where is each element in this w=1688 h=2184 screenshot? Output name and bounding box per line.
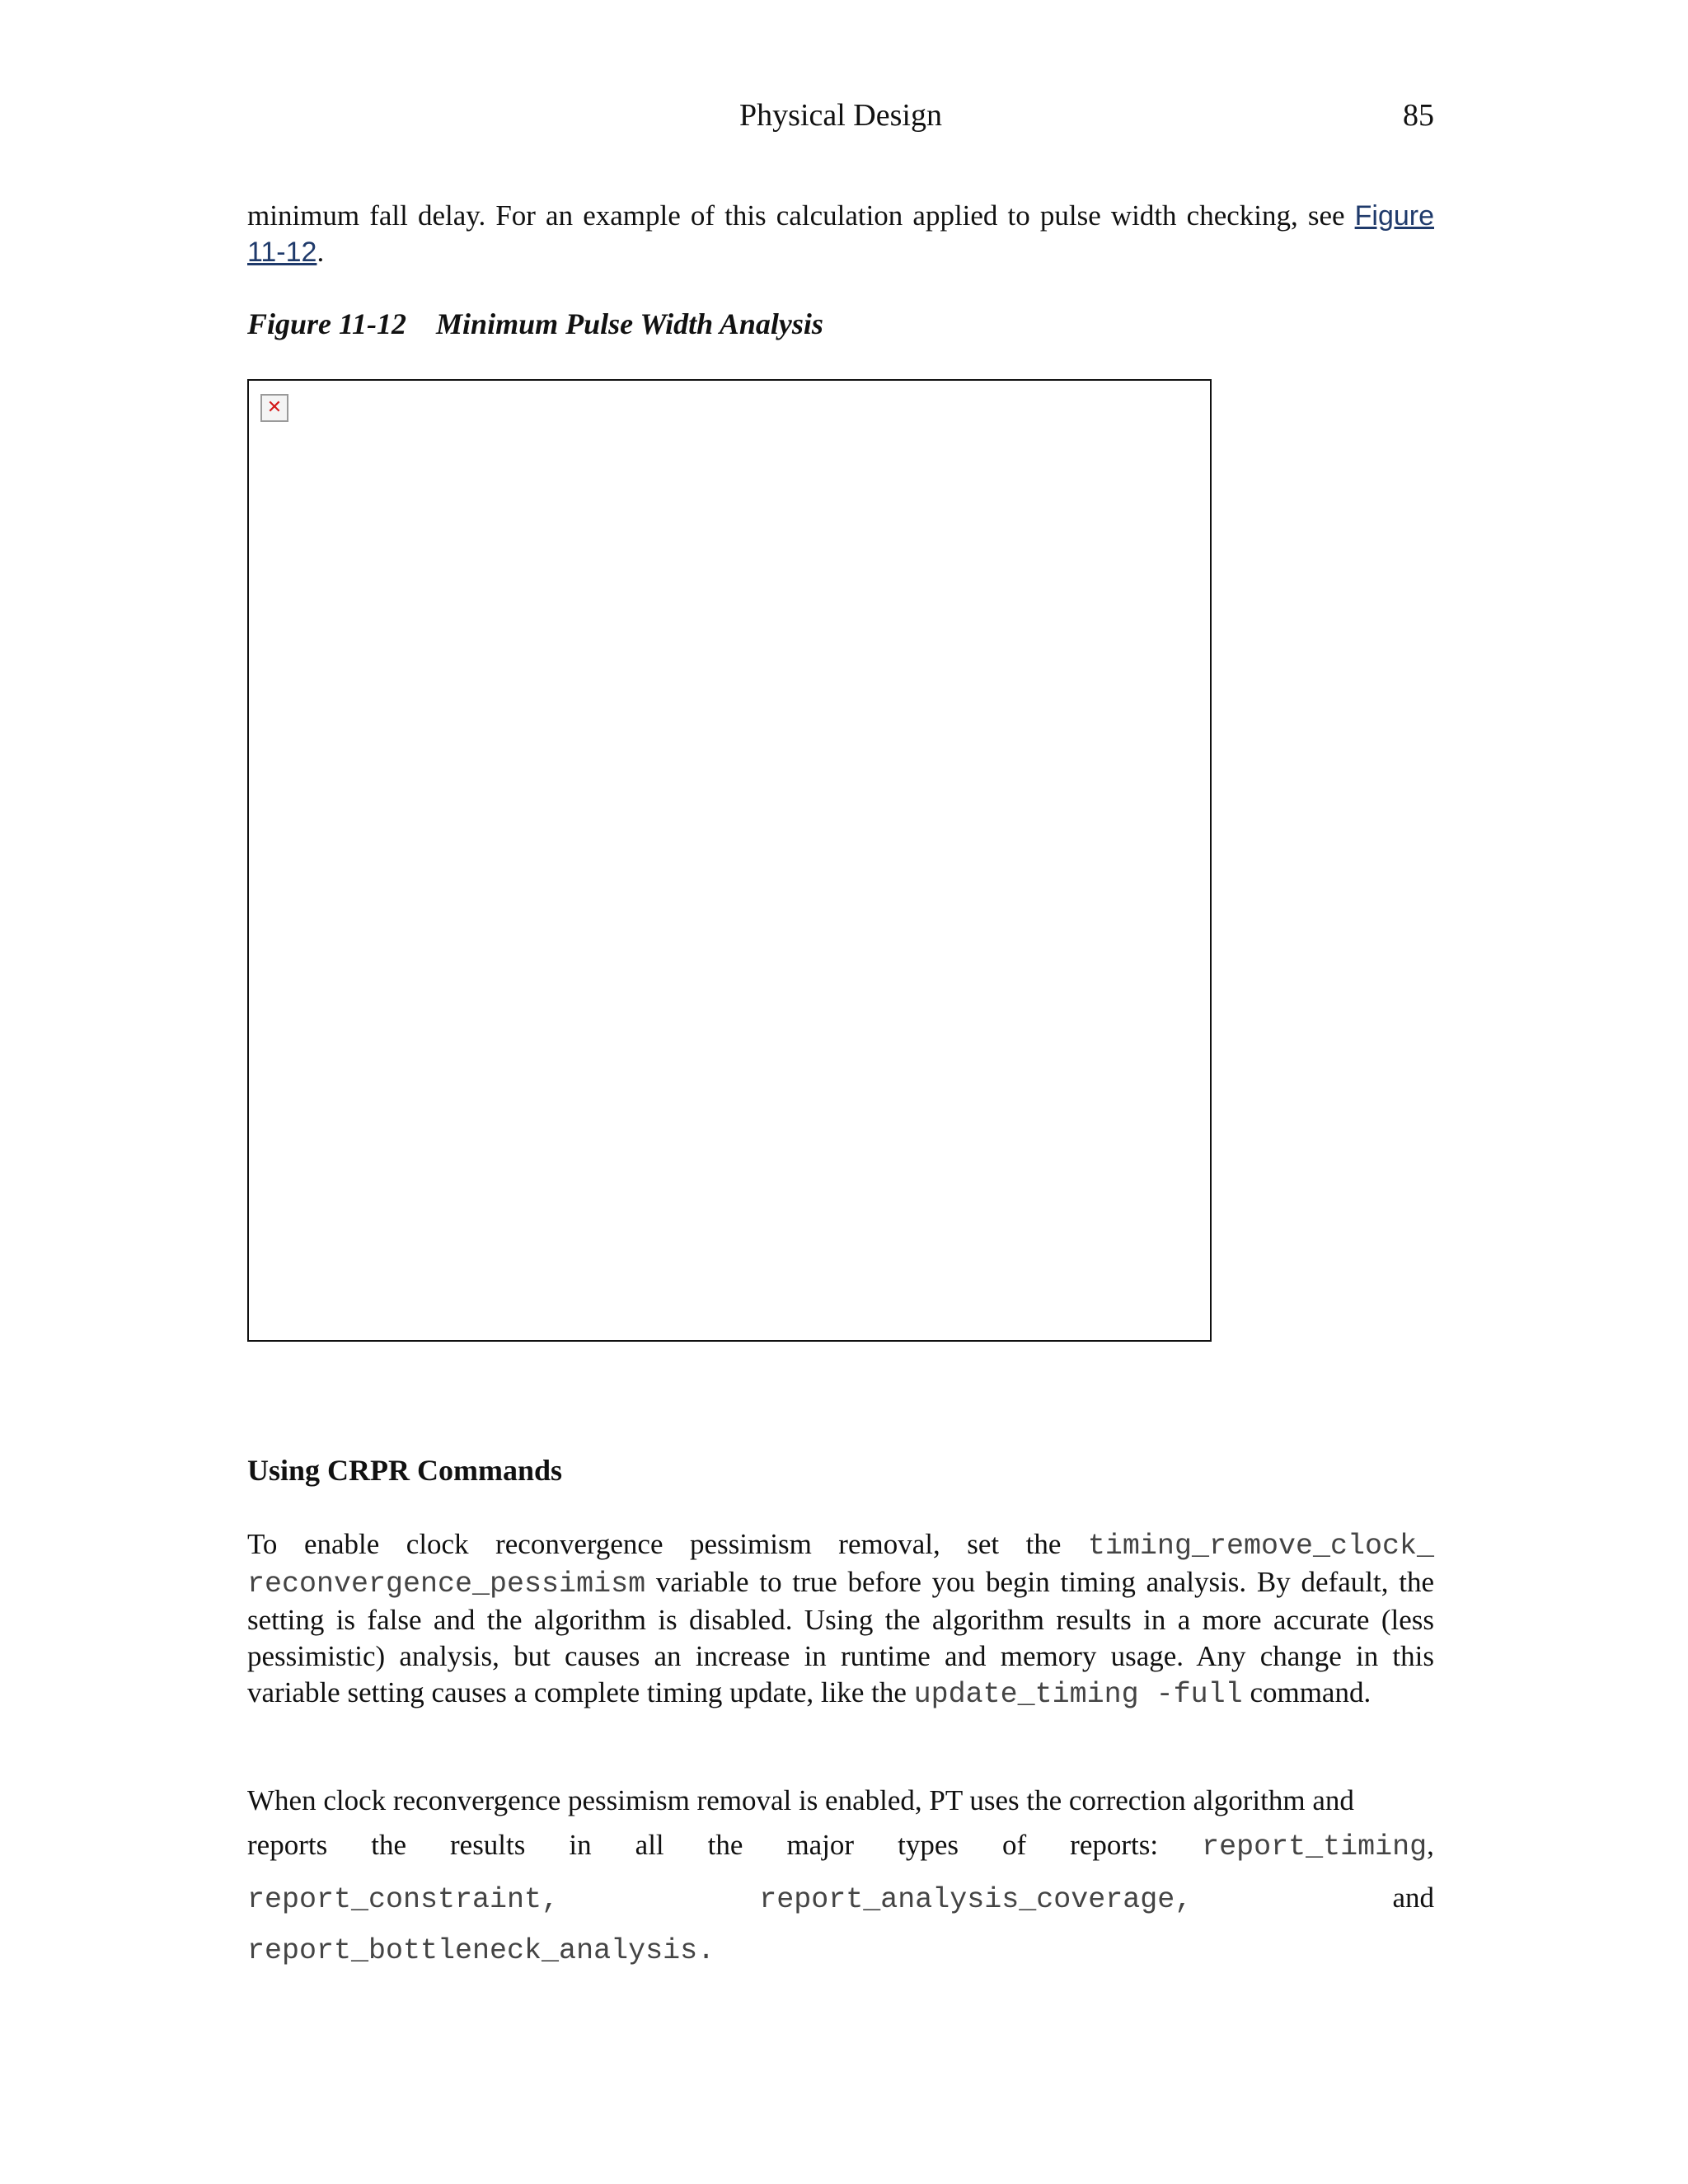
word: the — [371, 1829, 406, 1861]
word: reports: — [1070, 1829, 1159, 1861]
word: the — [707, 1829, 743, 1861]
figure-number: Figure 11-12 — [247, 307, 407, 340]
p1-text-2: variable to true before you begin timing analysis. By default, the setting is false and the algorithm is disabled. Using the algorithm results in a more accurate (less pessimistic) analysis, but causes an increase in runtime and memory usage. Any change in this variable setting causes a complete timing update, like the — [247, 1566, 1434, 1708]
reports-paragraph — [247, 1783, 1434, 1977]
intro-end: . — [316, 236, 325, 268]
intro-paragraph — [247, 198, 1434, 270]
word: in — [569, 1829, 592, 1861]
word: of — [1002, 1829, 1027, 1861]
word: major — [786, 1829, 855, 1861]
code-update-timing: update_timing -full — [913, 1678, 1243, 1711]
page-number: 85 — [1403, 98, 1434, 133]
code-report-bottleneck: report_bottleneck_analysis. — [247, 1934, 715, 1967]
word: all — [635, 1829, 664, 1861]
word: results — [450, 1829, 526, 1861]
crpr-paragraph — [247, 1526, 1434, 1713]
figure-link[interactable]: Figure 11-12 — [247, 200, 1434, 268]
word: types — [898, 1829, 959, 1861]
figure-image-placeholder — [247, 379, 1212, 1342]
p2-line-3 — [247, 1872, 1434, 1924]
p1-text-3: command. — [1242, 1676, 1372, 1708]
and-word: and — [1392, 1882, 1434, 1914]
p1-text-1: To enable clock reconvergence pessimism removal, set the — [247, 1528, 1088, 1560]
code-report-timing: report_timing — [1202, 1830, 1428, 1863]
intro-text: minimum fall delay. For an example of this calculation applied to pulse width checking, see — [247, 199, 1355, 232]
page-header — [247, 97, 1434, 138]
figure-caption — [247, 307, 823, 341]
p2-line-4 — [247, 1924, 1434, 1977]
code-report-constraint: report_constraint, — [247, 1883, 560, 1916]
code-timing-remove-clock: timing_remove_clock_ reconvergence_pessimism — [247, 1530, 1434, 1601]
broken-image-icon: ✕ — [260, 394, 288, 422]
section-heading: Using CRPR Commands — [247, 1454, 563, 1487]
p2-line-2 — [247, 1819, 1434, 1872]
code-report-analysis-coverage: report_analysis_coverage, — [759, 1883, 1193, 1916]
comma: , — [1427, 1829, 1434, 1861]
p2-line-1: When clock reconvergence pessimism removal is enabled, PT uses the correction algorithm and — [247, 1784, 1354, 1816]
word: reports — [247, 1829, 328, 1861]
figure-title: Minimum Pulse Width Analysis — [436, 307, 823, 340]
page-title: Physical Design — [739, 98, 942, 133]
